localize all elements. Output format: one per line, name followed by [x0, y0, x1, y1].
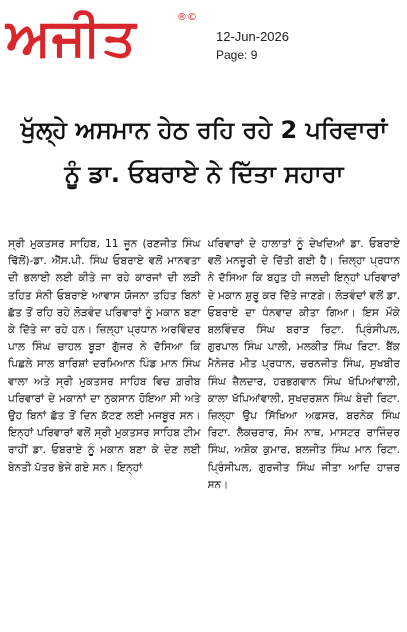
- article-column-1: [8, 236, 201, 624]
- masthead: [0, 0, 407, 86]
- page-number: Page: 9: [216, 48, 258, 62]
- headline-line-1: ਖੁੱਲ੍ਹੇ ਅਸਮਾਨ ਹੇਠ ਰਹਿ ਰਹੇ 2 ਪਰਿਵਾਰਾਂ: [20, 116, 388, 144]
- article-body: [8, 236, 400, 624]
- newspaper-logo: ਅਜੀਤ: [6, 8, 137, 68]
- headline-line-2: ਨੂੰ ਡਾ. ਓਬਰਾਏ ਨੇ ਦਿੱਤਾ ਸਹਾਰਾ: [64, 160, 344, 188]
- article-column-2: [208, 236, 401, 624]
- registered-mark: ®©: [177, 12, 197, 23]
- article-column-2-text: ਪਰਿਵਾਰਾਂ ਦੇ ਹਾਲਾਤਾਂ ਨੂੰ ਦੇਖਦਿਆਂ ਡਾ. ਓਬਰਾਏ ਵਲੋਂ ਮਨਜ਼ੂਰੀ ਦੇ ਦਿੱਤੀ ਗਈ ਹੈ। ਜ਼ਿਲ੍ਹਾ ਪ੍ਰਧਾਨ ਨੇ ਦੱਸਿਆ ਕਿ ਬਹੁਤ ਹੀ ਜਲਦੀ ਇਨ੍ਹਾਂ ਪਰਿਵਾਰਾਂ ਦੇ ਮਕਾਨ ਸ਼ੁਰੂ ਕਰ ਦਿੱਤੇ ਜਾਣਗੇ। ਲੋੜਵੰਦਾਂ ਵਲੋਂ ਡਾ. ਓਬਰਾਏ ਦਾ ਧੰਨਵਾਦ ਕੀਤਾ ਗਿਆ। ਇਸ ਮੌਕੇ ਬਲਵਿੰਦਰ ਸਿੰਘ ਬਰਾੜ ਰਿਟਾ. ਪ੍ਰਿੰਸੀਪਲ, ਗੁਰਪਾਲ ਸਿੰਘ ਪਾਲੀ, ਮਲਕੀਤ ਸਿੰਘ ਰਿਟਾ. ਬੈਂਕ ਮੈਨੇਜਰ ਮੀਤ ਪ੍ਰਧਾਨ, ਚਰਨਜੀਤ ਸਿੰਘ, ਸੁਖਬੀਰ ਸਿੰਘ ਜ਼ੈਲਦਾਰ, ਹਰਭਗਵਾਨ ਸਿੰਘ ਖੱਪਿਆਂਵਾਲੀ, ਕਾਲਾ ਖੱਪਿਆਂਵਾਲੀ, ਸੁਖਦਰਸ਼ਨ ਸਿੰਘ ਬੇਦੀ ਰਿਟਾ. ਜ਼ਿਲ੍ਹਾ ਉਪ ਸਿੱਖਿਆ ਅਫ਼ਸਰ, ਬਰਨੇਕ ਸਿੰਘ ਰਿਟਾ. ਲੈਕਚਰਾਰ, ਸੋਮ ਨਾਥ, ਮਾਸਟਰ ਰਾਜਿੰਦਰ ਸਿੰਘ, ਅਸ਼ੋਕ ਕੁਮਾਰ, ਬਲਜੀਤ ਸਿੰਘ ਮਾਨ ਰਿਟਾ. ਪ੍ਰਿੰਸੀਪਲ, ਗੁਰਜੀਤ ਸਿੰਘ ਜੀਤਾ ਆਦਿ ਹਾਜ਼ਰ ਸਨ।: [207, 238, 400, 491]
- headline: [8, 108, 400, 196]
- article-column-1-text: ਸ੍ਰੀ ਮੁਕਤਸਰ ਸਾਹਿਬ, 11 ਜੂਨ (ਰਣਜੀਤ ਸਿੰਘ ਢਿੱਲੋਂ)-ਡਾ. ਐੱਸ.ਪੀ. ਸਿੰਘ ਓਬਰਾਏ ਵਲੋਂ ਮਾਨਵਤਾ ਦੀ ਭਲਾਈ ਲਈ ਕੀਤੇ ਜਾ ਰਹੇ ਕਾਰਜਾਂ ਦੀ ਲੜੀ ਤਹਿਤ ਸੰਨੀ ਓਬਰਾਏ ਆਵਾਸ ਯੋਜਨਾ ਤਹਿਤ ਬਿਨਾਂ ਛੱਤ ਤੋਂ ਰਹਿ ਰਹੇ ਲੋੜਵੰਦ ਪਰਿਵਾਰਾਂ ਨੂੰ ਮਕਾਨ ਬਣਾ ਕੇ ਦਿੱਤੇ ਜਾ ਰਹੇ ਹਨ। ਜ਼ਿਲ੍ਹਾ ਪ੍ਰਧਾਨ ਅਰਵਿੰਦਰ ਪਾਲ ਸਿੰਘ ਚਾਹਲ ਬੂੜਾ ਗੁੱਜਰ ਨੇ ਦੱਸਿਆ ਕਿ ਪਿਛਲੇ ਸਾਲ ਬਾਰਿਸ਼ਾਂ ਦਰਮਿਆਨ ਪਿੰਡ ਮਾਨ ਸਿੰਘ ਵਾਲਾ ਅਤੇ ਸ੍ਰੀ ਮੁਕਤਸਰ ਸਾਹਿਬ ਵਿਚ ਗ਼ਰੀਬ ਪਰਿਵਾਰਾਂ ਦੇ ਮਕਾਨਾਂ ਦਾ ਨੁਕਸਾਨ ਹੋਇਆ ਸੀ ਅਤੇ ਉਹ ਬਿਨਾਂ ਛੱਤ ਤੋਂ ਦਿਨ ਕੱਟਣ ਲਈ ਮਜਬੂਰ ਸਨ। ਇਨ੍ਹਾਂ ਪਰਿਵਾਰਾਂ ਵਲੋਂ ਸ੍ਰੀ ਮੁਕਤਸਰ ਸਾਹਿਬ ਟੀਮ ਰਾਹੀਂ ਡਾ. ਓਬਰਾਏ ਨੂੰ ਮਕਾਨ ਬਣਾ ਕੇ ਦੇਣ ਲਈ ਬੇਨਤੀ ਪੱਤਰ ਭੇਜੇ ਗਏ ਸਨ। ਇਨ੍ਹਾਂ: [8, 238, 201, 474]
- issue-date: 12-Jun-2026: [216, 29, 289, 44]
